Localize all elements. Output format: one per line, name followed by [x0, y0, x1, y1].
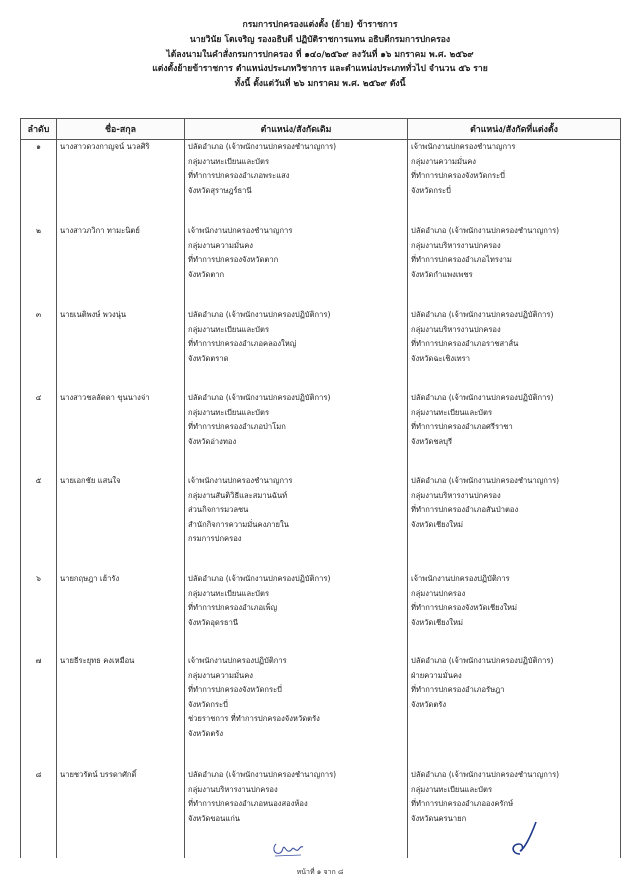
row-name: นายเนติพงษ์ พวงนุ่น — [57, 308, 185, 391]
row-number: ๘ — [21, 768, 57, 858]
table-row — [21, 572, 621, 654]
row-number: ๗ — [21, 654, 57, 768]
row-name: นางสาวดวงกาญจน์ นวลศิริ — [57, 140, 185, 225]
row-old-position: ปลัดอำเภอ (เจ้าพนักงานปกครองปฏิบัติการ) กลุ่มงานทะเบียนและบัตร ที่ทำการปกครองอำเภอป่าโมก จังหวัดอ่างทอง — [185, 391, 408, 474]
column-header-name: ชื่อ-สกุล — [57, 119, 185, 140]
header-line-3: ได้ลงนามในคำสั่งกรมการปกครอง ที่ ๑๔๐/๒๕๖๙ ลงวันที่ ๑๖ มกราคม พ.ศ. ๒๕๖๙ — [166, 49, 474, 60]
table-row — [21, 474, 621, 572]
row-number: ๔ — [21, 391, 57, 474]
row-old-position: ปลัดอำเภอ (เจ้าพนักงานปกครองชำนาญการ) กลุ่มงานบริหารงานปกครอง ที่ทำการปกครองอำเภอหนองสองห้อง จังหวัดขอนแก่น — [185, 768, 408, 858]
header-line-1: กรมการปกครองแต่งตั้ง (ย้าย) ข้าราชการ — [242, 20, 398, 30]
signature-initials-right — [508, 818, 538, 856]
row-name: นางสาวชลลัดดา ขุนนางจ่า — [57, 391, 185, 474]
row-new-position: ปลัดอำเภอ (เจ้าพนักงานปกครองชำนาญการ) กลุ่มงานบริหารงานปกครอง ที่ทำการปกครองอำเภอสันป่าตอง จังหวัดเชียงใหม่ — [408, 474, 621, 572]
table-row — [21, 140, 621, 225]
row-number: ๓ — [21, 308, 57, 391]
row-number: ๖ — [21, 572, 57, 654]
row-old-position: ปลัดอำเภอ (เจ้าพนักงานปกครองชำนาญการ) กลุ่มงานทะเบียนและบัตร ที่ทำการปกครองอำเภอพระแสง จังหวัดสุราษฎร์ธานี — [185, 140, 408, 225]
column-header-number: ลำดับ — [21, 119, 57, 140]
row-new-position: ปลัดอำเภอ (เจ้าพนักงานปกครองชำนาญการ) กลุ่มงานทะเบียนและบัตร ที่ทำการปกครองอำเภอองครักษ์ จังหวัดนครนายก — [408, 768, 621, 858]
column-header-old-position: ตำแหน่ง/สังกัดเดิม — [185, 119, 408, 140]
table-row — [21, 224, 621, 308]
row-name: นางสาวภวิกา ทามะนิตย์ — [57, 224, 185, 308]
row-name: นายเอกชัย แสนใจ — [57, 474, 185, 572]
row-new-position: เจ้าพนักงานปกครองชำนาญการ กลุ่มงานความมั่นคง ที่ทำการปกครองจังหวัดกระบี่ จังหวัดกระบี่ — [408, 140, 621, 225]
header-line-5: ทั้งนี้ ตั้งแต่วันที่ ๒๖ มกราคม พ.ศ. ๒๕๖๙ ดังนี้ — [234, 79, 406, 90]
table-row — [21, 308, 621, 391]
row-number: ๑ — [21, 140, 57, 225]
row-number: ๒ — [21, 224, 57, 308]
appointment-table — [20, 118, 621, 858]
row-name: นายชวรัตน์ บรรดาศักดิ์ — [57, 768, 185, 858]
row-old-position: เจ้าพนักงานปกครองชำนาญการ กลุ่มงานสันติวิธีและสมานฉันท์ ส่วนกิจการมวลชน สำนักกิจการความมั่นคงภายใน กรมการปกครอง — [185, 474, 408, 572]
row-new-position: ปลัดอำเภอ (เจ้าพนักงานปกครองชำนาญการ) กลุ่มงานบริหารงานปกครอง ที่ทำการปกครองอำเภอไทรงาม จังหวัดกำแพงเพชร — [408, 224, 621, 308]
row-name: นายธีระยุทธ คงเหมือน — [57, 654, 185, 768]
row-old-position: ปลัดอำเภอ (เจ้าพนักงานปกครองปฏิบัติการ) กลุ่มงานทะเบียนและบัตร ที่ทำการปกครองอำเภอเพ็ญ จังหวัดอุดรธานี — [185, 572, 408, 654]
row-new-position: ปลัดอำเภอ (เจ้าพนักงานปกครองปฏิบัติการ) กลุ่มงานทะเบียนและบัตร ที่ทำการปกครองอำเภอศรีราชา จังหวัดชลบุรี — [408, 391, 621, 474]
row-old-position: เจ้าพนักงานปกครองชำนาญการ กลุ่มงานความมั่นคง ที่ทำการปกครองจังหวัดตาก จังหวัดตาก — [185, 224, 408, 308]
row-old-position: เจ้าพนักงานปกครองปฏิบัติการ กลุ่มงานความมั่นคง ที่ทำการปกครองจังหวัดกระบี่ จังหวัดกระบี่ ช่วยราชการ ที่ทำการปกครองจังหวัดตรัง จังหวัดตรัง — [185, 654, 408, 768]
row-new-position: ปลัดอำเภอ (เจ้าพนักงานปกครองปฏิบัติการ) ฝ่ายความมั่นคง ที่ทำการปกครองอำเภอรัษฎา จังหวัดตรัง — [408, 654, 621, 768]
signature-initials-left — [270, 836, 306, 858]
row-new-position: ปลัดอำเภอ (เจ้าพนักงานปกครองปฏิบัติการ) กลุ่มงานบริหารงานปกครอง ที่ทำการปกครองอำเภอราชสาส์น จังหวัดฉะเชิงเทรา — [408, 308, 621, 391]
page-number: หน้าที่ ๑ จาก ๘ — [296, 868, 344, 876]
table-row — [21, 391, 621, 474]
row-number: ๕ — [21, 474, 57, 572]
row-new-position: เจ้าพนักงานปกครองปฏิบัติการ กลุ่มงานปกครอง ที่ทำการปกครองจังหวัดเชียงใหม่ จังหวัดเชียงใหม่ — [408, 572, 621, 654]
column-header-new-position: ตำแหน่ง/สังกัดที่แต่งตั้ง — [408, 119, 621, 140]
row-name: นายกฤษฎา เฮ้ารัง — [57, 572, 185, 654]
row-old-position: ปลัดอำเภอ (เจ้าพนักงานปกครองปฏิบัติการ) กลุ่มงานทะเบียนและบัตร ที่ทำการปกครองอำเภอคลองใหญ่ จังหวัดตราด — [185, 308, 408, 391]
header-line-2: นายวินัย โตเจริญ รองอธิบดี ปฏิบัติราชการแทน อธิบดีกรมการปกครอง — [189, 34, 451, 45]
document-header — [20, 18, 620, 92]
table-header-row — [21, 119, 621, 140]
table-row — [21, 654, 621, 768]
header-line-4: แต่งตั้งย้ายข้าราชการ ตำแหน่งประเภทวิชาการ และตำแหน่งประเภททั่วไป จำนวน ๕๖ ราย — [152, 64, 488, 75]
